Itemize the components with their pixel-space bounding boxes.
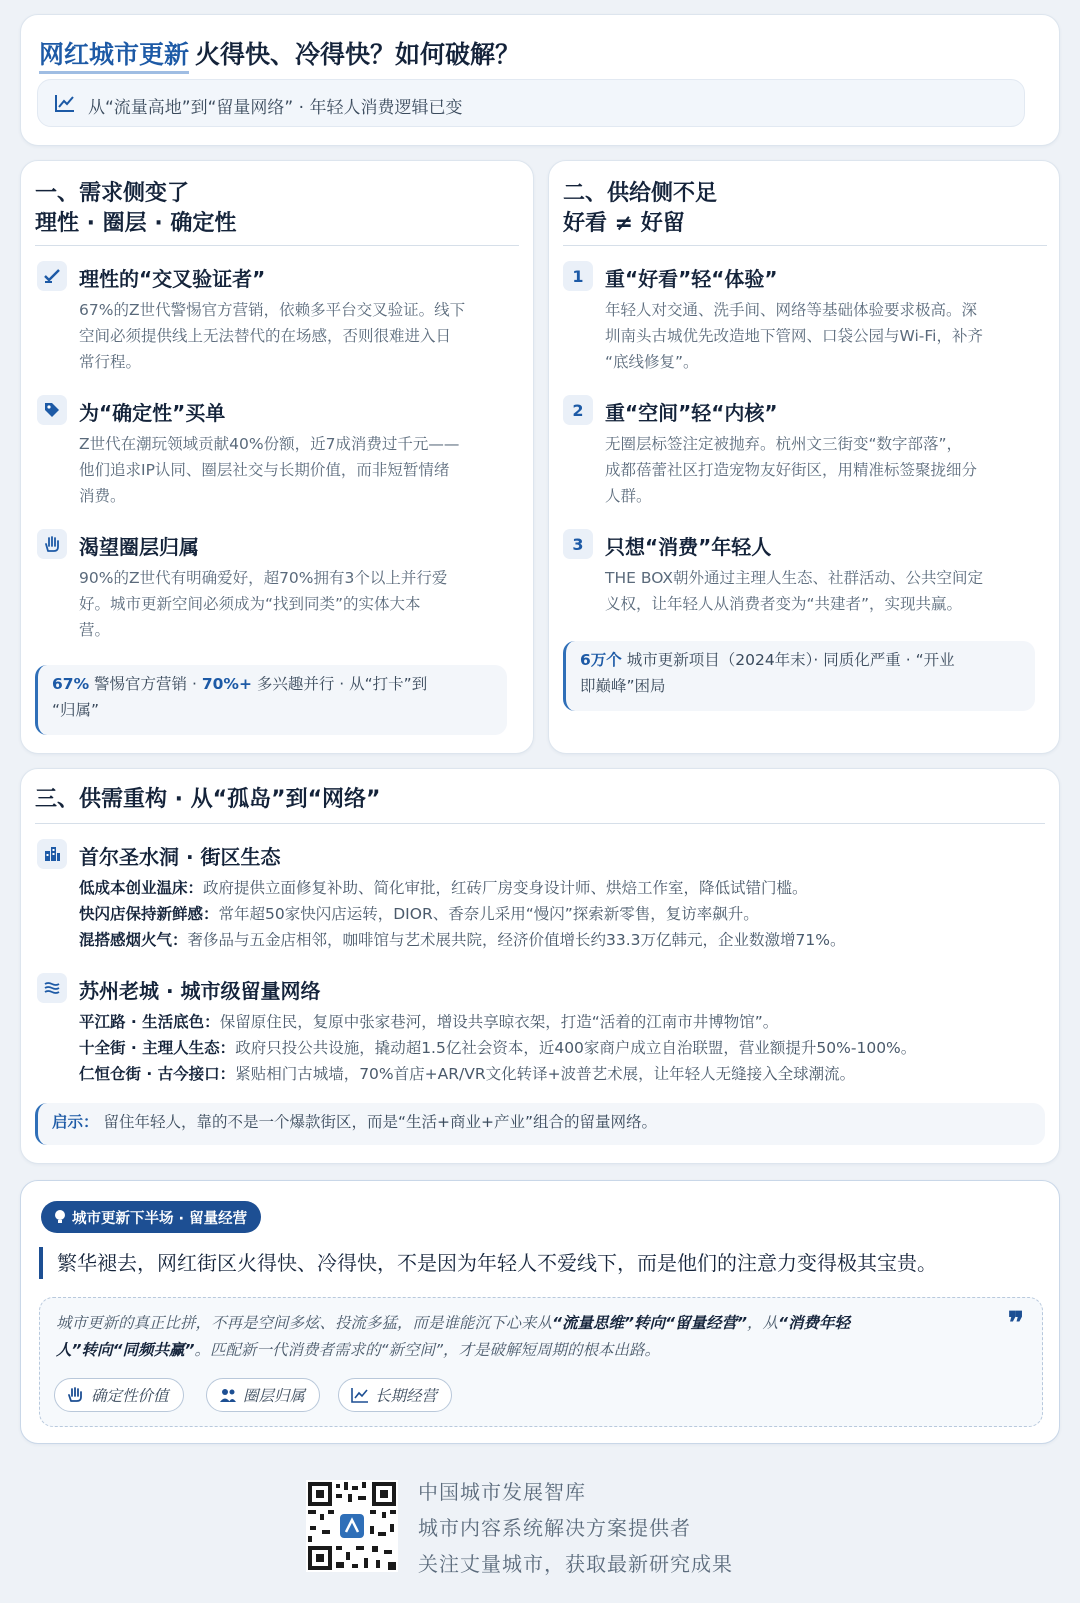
supply-section [548,160,1060,754]
divider [35,245,519,246]
item-body: 67%的Z世代警惕官方营销，依赖多平台交叉验证。线下 空间必须提供线上无法替代的在场感，否则很难进入日 常行程。 [79,301,466,371]
page-title [39,35,520,71]
hand-icon [37,529,67,559]
footer-cta: 关注丈量城市，获取最新研究成果 [418,1552,733,1576]
users-icon [219,1387,237,1403]
qr-code [306,1480,398,1572]
tag-certainty: 确定性价值 [54,1378,184,1412]
number-badge: 2 [563,395,593,425]
line-chart-icon [54,93,76,113]
quote-mark-icon: ❞ [1007,1306,1024,1341]
quote-text: 城市更新的真正比拼，不再是空间多炫、投流多猛，而是谁能沉下心来从“流量思维”转向“留量经营”，从“消费年轻 人”转向“同频共赢”。匹配新一代消费者需求的“新空间”，才是破解短周期的根本出路。 [56,1314,850,1359]
item-body: 90%的Z世代有明确爱好，超70%拥有3个以上并行爱 好。城市更新空间必须成为“找到同类”的实体大本 营。 [79,569,448,639]
section-title: 一、需求侧变了 [35,181,190,206]
item-title: 只想“消费”年轻人 [605,535,772,559]
item-title: 为“确定性”买单 [79,401,226,425]
check-badge-icon [37,261,67,291]
subtitle-text: 从“流量高地”到“留量网络” · 年轻人消费逻辑已变 [88,98,463,118]
footer-org: 中国城市发展智库 [418,1480,586,1504]
section-subtitle: 理性 · 圈层 · 确定性 [35,211,237,236]
quote-box [39,1297,1043,1427]
case-title: 首尔圣水洞 · 街区生态 [79,845,281,869]
item-title: 重“好看”轻“体验” [605,267,778,291]
conclusion-badge: 城市更新下半场 · 留量经营 [41,1201,261,1233]
insight-callout: 启示： 留住年轻人，靠的不是一个爆款街区，而是“生活+商业+产业”组合的留量网络。 [35,1103,1045,1145]
title-rest: 火得快、冷得快？如何破解？ [195,40,521,69]
demand-section [20,160,534,754]
tag-belonging: 圈层归属 [206,1378,320,1412]
case-row: 仁恒仓街 · 古今接口：紧贴相门古城墙，70%首店+AR/VR文化转译+波普艺术展，让年轻人无缝接入全球潮流。 [79,1065,856,1083]
item-title: 重“空间”轻“内核” [605,401,778,425]
case-row: 混搭感烟火气：奢侈品与五金店相邻，咖啡馆与艺术展共院，经济价值增长约33.3万亿韩元，企业数激增71%。 [79,931,846,949]
number-badge: 1 [563,261,593,291]
city-icon [37,839,67,869]
hand-icon [67,1387,85,1403]
item-body: Z世代在潮玩领域贡献40%份额，近7成消费过千元—— 他们追求IP认同、圈层社交与长期价值，而非短暂情绪 消费。 [79,435,460,505]
case-row: 十全街 · 主理人生态：政府只投公共设施，撬动超1.5亿社会资本，近400家商户成立自治联盟，营业额提升50%-100%。 [79,1039,917,1057]
item-body: 年轻人对交通、洗手间、网络等基础体验要求极高。深 圳南头古城优先改造地下管网、口袋公园与Wi-Fi，补齐 “底线修复”。 [605,301,983,371]
item-title: 理性的“交叉验证者” [79,267,266,291]
divider [563,245,1047,246]
tag-long-term: 长期经营 [338,1378,452,1412]
title-highlight: 网红城市更新 [39,40,189,74]
case-row: 平江路 · 生活底色：保留原住民，复原中张家巷河，增设共享晾衣架，打造“活着的江南市井博物馆”。 [79,1013,779,1031]
water-icon [37,973,67,1003]
section-title: 三、供需重构 · 从“孤岛”到“网络” [35,787,381,812]
divider [35,823,1045,824]
case-row: 低成本创业温床：政府提供立面修复补助、简化审批，红砖厂房变身设计师、烘焙工作室，降低试错门槛。 [79,879,808,897]
item-body: THE BOX朝外通过主理人生态、社群活动、公共空间定 义权，让年轻人从消费者变为“共建者”，实现共赢。 [605,569,984,613]
item-body: 无圈层标签注定被抛弃。杭州文三街变“数字部落”， 成都蓓蕾社区打造宠物友好街区，用精准标签聚拢细分 人群。 [605,435,978,505]
number-badge: 3 [563,529,593,559]
footer-desc: 城市内容系统解决方案提供者 [418,1516,691,1540]
stats-callout: 6万个 城市更新项目（2024年末）· 同质化严重 · “开业 即巅峰”困局 [563,641,1035,711]
header-card [20,14,1060,146]
conclusion-card [20,1180,1060,1444]
subtitle-bar [37,79,1025,127]
line-chart-icon [351,1387,369,1403]
section-title: 二、供给侧不足 [563,181,718,206]
conclusion-lead: 繁华褪去，网红街区火得快、冷得快，不是因为年轻人不爱线下，而是他们的注意力变得极其宝贵。 [39,1247,937,1279]
case-title: 苏州老城 · 城市级留量网络 [79,979,321,1003]
stats-callout: 67% 警惕官方营销 · 70%+ 多兴趣并行 · 从“打卡”到 “归属” [35,665,507,735]
tag-icon [37,395,67,425]
case-row: 快闪店保持新鲜感：常年超50家快闪店运转，DIOR、香奈儿采用“慢闪”探索新零售，复访率飙升。 [79,905,759,923]
item-title: 渴望圈层归属 [79,535,199,559]
bulb-icon [53,1209,67,1225]
section-subtitle: 好看 ≠ 好留 [563,211,685,236]
restructure-section [20,768,1060,1164]
